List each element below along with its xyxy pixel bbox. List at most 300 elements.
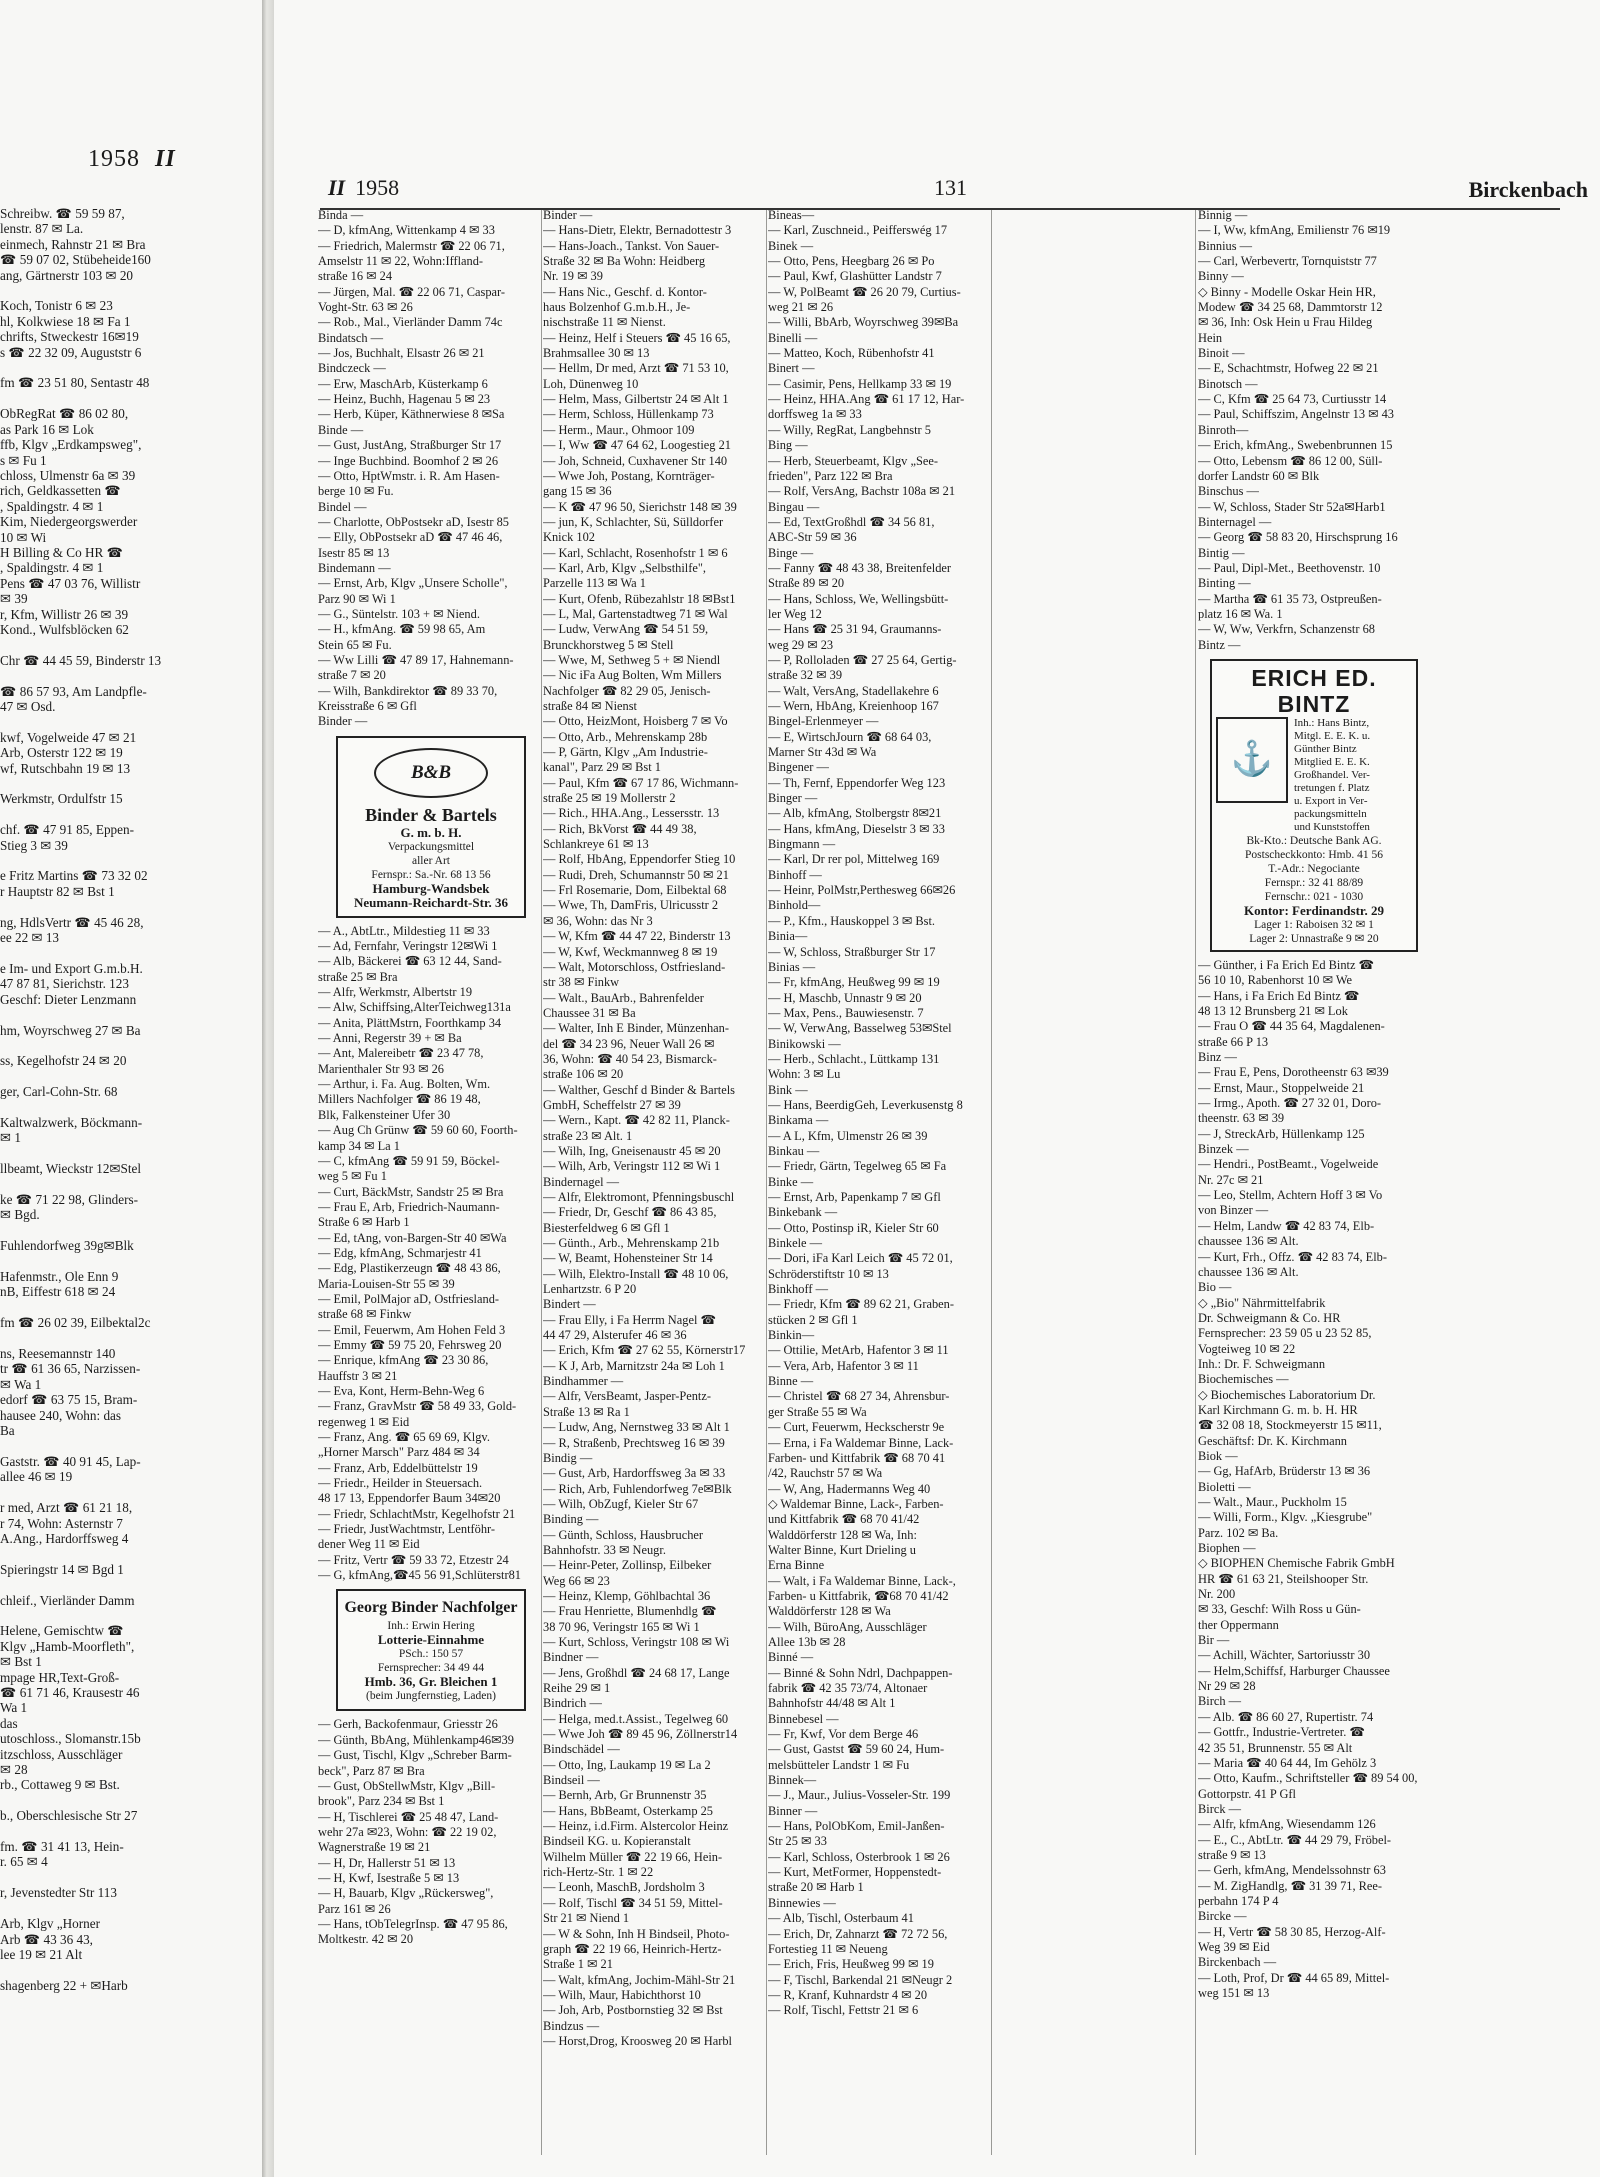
directory-entry: Binger — <box>768 791 818 806</box>
directory-entry: — Alb, kfmAng, Stolbergstr 8✉21 <box>768 806 942 821</box>
directory-entry <box>0 1254 262 1269</box>
directory-entry: — Ant, Malereibetr ☎ 23 47 78, <box>318 1046 484 1061</box>
directory-entry: fm. ☎ 31 41 13, Hein- <box>0 1839 124 1855</box>
directory-entry: — Willy, RegRat, Langbehnstr 5 <box>768 422 931 437</box>
directory-entry: ☎ 61 71 46, Krausestr 46 <box>0 1685 140 1700</box>
directory-entry: Binnek— <box>768 1773 817 1788</box>
directory-entry: Bing — <box>768 438 808 453</box>
directory-entry: ABC-Str 59 ✉ 36 <box>768 530 857 545</box>
directory-entry: — Herm., Maur., Ohmoor 109 <box>543 422 695 437</box>
directory-entry: — Herb, Steuerbeamt, Klgv „See- <box>768 453 938 468</box>
directory-entry: — Wern., Kapt. ☎ 42 82 11, Planck- <box>543 1113 730 1128</box>
directory-entry: Binder — <box>543 208 593 222</box>
directory-entry: Parz 90 ✉ Wi 1 <box>318 591 396 606</box>
directory-entry: — Dori, iFa Karl Leich ☎ 45 72 01, <box>768 1251 953 1266</box>
directory-entry: — Inge Buchbind. Boomhof 2 ✉ 26 <box>318 453 499 468</box>
directory-entry: — Walt, kfmAng, Jochim-Mähl-Str 21 <box>543 1972 736 1987</box>
directory-entry: und Kittfabrik ☎ 68 70 41/42 <box>768 1512 920 1527</box>
directory-entry: ee 22 ✉ 13 <box>0 930 60 946</box>
directory-entry: Karl Kirchmann G. m. b. H. HR <box>1198 1402 1358 1417</box>
directory-entry: — Walt., Maur., Puckholm 15 <box>1198 1495 1347 1509</box>
directory-entry: 44 47 29, Alsterufer 46 ✉ 36 <box>543 1328 687 1343</box>
directory-entry <box>0 1577 262 1592</box>
directory-entry: Biok — <box>1198 1448 1238 1463</box>
directory-entry: Walter Binne, Kurt Drieling u <box>768 1542 916 1557</box>
directory-entry: Gaststr. ☎ 40 91 45, Lap- <box>0 1453 141 1469</box>
directory-entry: Binding — <box>543 1512 599 1527</box>
directory-entry: Str 25 ✉ 33 <box>768 1834 827 1849</box>
directory-entry: — Hendri., PostBeamt., Vogelweide <box>1198 1157 1379 1172</box>
directory-entry: — Willi, Form., Klgv. „Kiesgrube" <box>1198 1510 1373 1525</box>
directory-entry: — Friedr., Heilder in Steuersach. <box>318 1476 483 1491</box>
ad-phone: Fernsprecher: 34 49 44 <box>377 1662 485 1675</box>
book-gutter <box>262 0 274 2177</box>
directory-entry: — Wilh, Bankdirektor ☎ 89 33 70, <box>318 683 498 698</box>
directory-entry: Mitglied E. E. K. <box>1294 755 1370 768</box>
directory-entry: — Otto, Kaufm., Schriftsteller ☎ 89 54 00, <box>1198 1771 1418 1786</box>
page-header <box>328 175 1588 209</box>
directory-entry: lee 19 ✉ 21 Alt <box>0 1946 83 1962</box>
directory-entry: — Elly, ObPostsekr aD ☎ 47 46 46, <box>318 530 503 545</box>
directory-entry: perbahn 174 P 4 <box>1198 1893 1279 1908</box>
directory-entry: — Karl, Schlacht, Rosenhofstr 1 ✉ 6 <box>543 545 728 560</box>
directory-entry: packungsmitteln <box>1294 807 1367 820</box>
directory-entry: Pens ☎ 47 03 76, Willistr <box>0 575 141 591</box>
directory-entry: Kim, Niedergeorgswerder <box>0 514 138 530</box>
directory-entry: Binhoff — <box>768 867 822 882</box>
directory-entry: — Kurt, Schloss, Veringstr 108 ✉ Wi <box>543 1634 730 1649</box>
directory-entry: — Helm,Schiffsf, Harburger Chaussee <box>1198 1663 1390 1678</box>
directory-entry: — Anni, Regerstr 39 + ✉ Ba <box>318 1031 462 1046</box>
directory-entry: straße 25 ✉ Bra <box>318 969 398 984</box>
directory-entry: — Paul, Kwf, Glashütter Landstr 7 <box>768 269 942 284</box>
directory-entry: — Carl, Werbevertr, Tornquiststr 77 <box>1198 254 1377 269</box>
directory-entry: — Ed, TextGroßhdl ☎ 34 56 81, <box>768 514 935 529</box>
directory-entry: — Arthur, i. Fa. Aug. Bolten, Wm. <box>318 1077 491 1092</box>
directory-entry: Binschus — <box>1198 484 1259 499</box>
directory-entry: straße 25 ✉ 19 Mollerstr 2 <box>543 791 676 806</box>
directory-entry: Bindschädel — <box>543 1742 620 1757</box>
directory-entry: — Helm, Mass, Gilbertstr 24 ✉ Alt 1 <box>543 392 729 407</box>
directory-entry: ✉ 39 <box>0 591 28 607</box>
directory-entry: — Edg, Plastikerzeugn ☎ 48 43 86, <box>318 1261 501 1276</box>
directory-entry: — H, Bauarb, Klgv „Rückersweg", <box>318 1886 494 1901</box>
directory-entry: Werkmstr, Ordulfstr 15 <box>0 791 123 807</box>
directory-entry: Binkama — <box>768 1113 829 1128</box>
directory-entry: Dr. Schweigmann & Co. HR <box>1198 1310 1341 1325</box>
directory-entry: ther Oppermann <box>1198 1617 1279 1632</box>
directory-entry: Bindert — <box>543 1297 596 1312</box>
directory-entry: — R, Straßenb, Prechtsweg 16 ✉ 39 <box>543 1435 725 1450</box>
column-divider <box>991 210 992 2155</box>
directory-entry <box>0 283 262 298</box>
directory-entry: — Frau E, Arb, Friedrich-Naumann- <box>318 1199 500 1214</box>
directory-entry: — Hans, PolObKom, Emil-Janßen- <box>768 1819 945 1834</box>
ad-georg-binder <box>336 1589 526 1711</box>
directory-entry: Nachfolger ☎ 82 29 05, Jenisch- <box>543 683 711 698</box>
directory-entry: Ba <box>0 1423 15 1439</box>
directory-entry: — W, Ww, Verkfrn, Schanzenstr 68 <box>1198 622 1375 637</box>
directory-entry <box>0 1069 262 1084</box>
ad-street: Neumann-Reichardt-Str. 36 <box>353 894 509 910</box>
directory-entry: Binroth— <box>1198 422 1249 437</box>
directory-entry: — Anita, PlättMstrn, Foorthkamp 34 <box>318 1015 502 1030</box>
directory-entry: wehr 27a ✉23, Wohn: ☎ 22 19 02, <box>318 1824 497 1839</box>
directory-entry: Binnius — <box>1198 238 1253 253</box>
directory-entry: — Hellm, Dr med, Arzt ☎ 71 53 10, <box>543 361 729 376</box>
directory-entry: straße 84 ✉ Nienst <box>543 699 638 713</box>
directory-entry: — Curt, Feuerwm, Heckscherstr 9e <box>768 1420 945 1435</box>
directory-entry: Kreisstraße 6 ✉ Gfl <box>318 699 417 713</box>
directory-entry: ✉ 36, Wohn: das Nr 3 <box>543 913 653 928</box>
directory-entry: Erna Binne <box>768 1558 825 1573</box>
column-divider <box>766 210 767 2155</box>
directory-entry: — Herm, Schloss, Hüllenkamp 73 <box>543 407 714 422</box>
directory-entry: — Hans, i Fa Erich Ed Bintz ☎ <box>1198 988 1360 1003</box>
ad-bank: Bk-Kto.: Deutsche Bank AG. <box>1246 834 1382 847</box>
directory-entry: gang 15 ✉ 36 <box>543 484 612 499</box>
directory-entry: nB, Eiffestr 618 ✉ 24 <box>0 1284 116 1300</box>
directory-entry: — Karl, Zuschneid., Peifferswég 17 <box>768 223 948 238</box>
directory-entry: — G, kfmAng,☎45 56 91,Schlüterstr81 <box>318 1568 521 1583</box>
directory-entry: — Frau Henriette, Blumenhdlg ☎ <box>543 1604 717 1619</box>
directory-entry: — Charlotte, ObPostsekr aD, Isestr 85 <box>318 514 509 529</box>
directory-entry: — W & Sohn, Inh H Bindseil, Photo- <box>543 1926 730 1941</box>
directory-entry <box>0 391 262 406</box>
directory-entry <box>0 668 262 683</box>
directory-entry: — Wwe, M, Sethweg 5 + ✉ Niendl <box>543 652 721 667</box>
directory-entry: — Heinr, PolMstr,Perthesweg 66✉26 <box>768 883 956 898</box>
directory-entry: Bingener — <box>768 760 829 775</box>
directory-entry: Millers Nachfolger ☎ 86 19 48, <box>318 1092 481 1107</box>
directory-entry: — Wwe, Th, DamFris, Ulricusstr 2 <box>543 898 719 913</box>
directory-entry: — Hans ☎ 25 31 94, Graumanns- <box>768 622 942 637</box>
ad-line: PSch.: 150 57 <box>398 1648 464 1661</box>
directory-entry: Binting — <box>1198 576 1251 591</box>
directory-entry: straße 16 ✉ 24 <box>318 269 393 284</box>
ad-city: Hmb. 36, Gr. Bleichen 1 <box>364 1674 498 1690</box>
directory-entry: Schreibw. ☎ 59 59 87, <box>0 206 125 221</box>
directory-entry: — Paul, Dipl-Met., Beethovenstr. 10 <box>1198 560 1381 575</box>
directory-entry: Wilhelm Müller ☎ 22 19 66, Hein- <box>543 1849 723 1864</box>
directory-entry: — Rich., HHA.Ang., Lessersstr. 13 <box>543 806 720 821</box>
directory-entry: e Fritz Martins ☎ 73 32 02 <box>0 868 148 884</box>
directory-entry: — Kurt, MetFormer, Hoppenstedt- <box>768 1865 942 1880</box>
directory-entry: ◇ Waldemar Binne, Lack-, Farben- <box>768 1496 944 1511</box>
directory-entry: melsbütteler Landstr 1 ✉ Fu <box>768 1757 910 1772</box>
directory-entry: — Walter, Inh E Binder, Münzenhan- <box>543 1021 729 1036</box>
column-3 <box>768 208 982 2168</box>
directory-entry: — H, Maschb, Unnastr 9 ✉ 20 <box>768 990 922 1005</box>
directory-entry: Inh.: Dr. F. Schweigmann <box>1198 1356 1326 1371</box>
directory-entry: — Gust, Arb, Hardorffsweg 3a ✉ 33 <box>543 1466 726 1481</box>
directory-entry: Chaussee 31 ✉ Ba <box>543 1005 636 1020</box>
directory-entry: hm, Woyrschweg 27 ✉ Ba <box>0 1022 141 1038</box>
directory-entry: dorfer Landstr 60 ✉ Blk <box>1198 468 1320 483</box>
directory-entry: ☎ 59 07 02, Stübeheide160 <box>0 252 151 268</box>
directory-entry: Hafenmstr., Ole Enn 9 <box>0 1269 119 1285</box>
directory-entry: Günther Bintz <box>1294 742 1357 755</box>
directory-entry: chaussee 136 ✉ Alt. <box>1198 1264 1299 1279</box>
directory-entry: — Ed, tAng, von-Bargen-Str 40 ✉Wa <box>318 1230 507 1245</box>
directory-entry: — Wilh, Arb, Veringstr 112 ✉ Wi 1 <box>543 1159 721 1174</box>
directory-entry: Fuhlendorfweg 39g✉Blk <box>0 1238 134 1254</box>
directory-entry: Binnebesel — <box>768 1711 839 1726</box>
directory-entry: 47 ✉ Osd. <box>0 699 56 714</box>
left-page <box>0 0 263 2177</box>
directory-entry: — Rolf, VersAng, Bachstr 108a ✉ 21 <box>768 484 956 499</box>
directory-entry: straße 23 ✉ Alt. 1 <box>543 1128 633 1143</box>
directory-entry <box>0 1962 262 1977</box>
directory-entry: Kond., Wulfsblöcken 62 <box>0 621 129 637</box>
directory-entry: Bindseil — <box>543 1773 600 1788</box>
directory-entry: Weg 66 ✉ 23 <box>543 1573 610 1588</box>
directory-entry <box>0 1100 262 1115</box>
directory-entry: u. Export in Ver- <box>1294 794 1368 807</box>
directory-entry: kanal", Parz 29 ✉ Bst 1 <box>543 760 661 775</box>
directory-entry: Str 21 ✉ Niend 1 <box>543 1911 630 1926</box>
directory-entry: Binkebank — <box>768 1205 838 1220</box>
directory-entry: — P, Rolloladen ☎ 27 25 64, Gertig- <box>768 652 957 667</box>
directory-entry: Straße 1 ✉ 21 <box>543 1957 613 1972</box>
directory-entry: r 74, Wohn: Asternstr 7 <box>0 1515 123 1531</box>
directory-entry: Bingmann — <box>768 837 836 852</box>
directory-entry: — J., Maur., Julius-Vosseler-Str. 199 <box>768 1788 951 1803</box>
ad-body <box>1216 717 1412 834</box>
directory-entry: — Leo, Stellm, Achtern Hoff 3 ✉ Vo <box>1198 1188 1383 1203</box>
directory-entry: Kaltwalzwerk, Böckmann- <box>0 1114 143 1130</box>
directory-entry: platz 16 ✉ Wa. 1 <box>1198 606 1283 621</box>
directory-entry: 47 87 81, Sierichstr. 123 <box>0 976 129 992</box>
directory-entry: ng, HdlsVertr ☎ 45 46 28, <box>0 914 144 930</box>
directory-entry: — Otto, Arb., Mehrenskamp 28b <box>543 729 708 744</box>
directory-entry: — Karl, Arb, Klgv „Selbsthilfe", <box>543 560 707 575</box>
directory-entry: — Friedr, Kfm ☎ 89 62 21, Graben- <box>768 1297 954 1312</box>
directory-entry: — Friedr, Gärtn, Tegelweg 65 ✉ Fa <box>768 1159 947 1174</box>
directory-entry: r Hauptstr 82 ✉ Bst 1 <box>0 883 115 899</box>
ad-erich-bintz <box>1210 659 1418 952</box>
directory-entry: — K ☎ 47 96 50, Sierichstr 148 ✉ 39 <box>543 499 737 514</box>
directory-entry: Farben- und Kittfabrik ☎ 68 70 41 <box>768 1450 946 1465</box>
column-2 <box>543 208 757 2168</box>
directory-entry: Marner Str 43d ✉ Wa <box>768 745 877 760</box>
directory-entry: frieden", Parz 122 ✉ Bra <box>768 468 893 483</box>
directory-entry: — Günth, BbAng, Mühlenkamp46✉39 <box>318 1732 514 1747</box>
directory-entry: — Rolf, Tischl, Fettstr 21 ✉ 6 <box>768 2003 919 2018</box>
left-page-year: 1958 <box>88 146 140 172</box>
directory-entry: utoschloss., Slomanstr.15b <box>0 1731 141 1747</box>
directory-entry: Geschf: Dieter Lenzmann <box>0 991 137 1007</box>
directory-entry: Schröderstiftstr 10 ✉ 13 <box>768 1266 889 1281</box>
directory-entry: — Helga, med.t.Assist., Tegelweg 60 <box>543 1711 729 1726</box>
directory-entry: nischstraße 11 ✉ Nienst. <box>543 315 666 330</box>
directory-entry: Maria-Louisen-Str 55 ✉ 39 <box>318 1276 455 1291</box>
column-1-entries-mid <box>318 924 532 1584</box>
directory-entry: — Erw, MaschArb, Küsterkamp 6 <box>318 376 488 391</box>
directory-entry: ☎ 86 57 93, Am Landpfle- <box>0 683 147 699</box>
directory-entry: — Paul, Kfm ☎ 67 17 86, Wichmann- <box>543 775 739 790</box>
directory-entry: — W, Beamt, Hohensteiner Str 14 <box>543 1251 713 1266</box>
directory-entry: Binkau — <box>768 1143 820 1158</box>
directory-entry: Binge — <box>768 545 814 560</box>
directory-entry <box>0 946 262 961</box>
column-divider <box>1195 210 1196 2155</box>
directory-entry: — Hans-Dietr, Elektr, Bernadottestr 3 <box>543 223 732 238</box>
directory-entry: — Hans, BbBeamt, Osterkamp 25 <box>543 1803 714 1818</box>
directory-entry: Nr. 27c ✉ 21 <box>1198 1172 1264 1187</box>
directory-entry <box>0 1824 262 1839</box>
directory-entry: — Ernst, Arb, Papenkamp 7 ✉ Gfl <box>768 1190 941 1204</box>
directory-entry: Bindatsch — <box>318 330 384 345</box>
directory-entry: Binkele — <box>768 1236 823 1251</box>
page-number: 131 <box>934 175 967 200</box>
directory-entry: — Wilh, BüroAng, Ausschläger <box>768 1619 927 1634</box>
directory-entry: 48 13 12 Brunsberg 21 ✉ Lok <box>1198 1004 1348 1018</box>
directory-entry: weg 29 ✉ 23 <box>768 637 834 652</box>
ad-line: Verpackungsmittel <box>387 840 475 853</box>
directory-entry: Lenhartzstr. 6 P 20 <box>543 1282 637 1297</box>
directory-entry: — Aug Ch Grünw ☎ 59 60 60, Foorth- <box>318 1123 518 1138</box>
directory-entry: Binder — <box>318 714 368 729</box>
directory-entry: — Wilh, Maur, Habichthorst 10 <box>543 1987 701 2002</box>
directory-entry: — Frau O ☎ 44 35 64, Magdalenen- <box>1198 1019 1385 1034</box>
directory-entry: Bindel — <box>318 499 367 514</box>
directory-entry <box>0 776 262 791</box>
directory-entry: Bio — <box>1198 1280 1232 1295</box>
directory-entry: Bahnhofstr. 33 ✉ Neugr. <box>543 1542 666 1557</box>
directory-entry <box>0 1901 262 1916</box>
directory-entry: Fernsprecher: 23 59 05 u 23 52 85, <box>1198 1326 1372 1341</box>
directory-entry: Binikowski — <box>768 1036 841 1051</box>
directory-entry: Straße 32 ✉ Ba Wohn: Heidberg <box>543 254 706 269</box>
directory-entry: — Erna, i Fa Waldemar Binne, Lack- <box>768 1435 954 1450</box>
directory-entry: — Heinr-Peter, Zollinsp, Eilbeker <box>543 1558 712 1573</box>
directory-entry: Voght-Str. 63 ✉ 26 <box>318 300 413 315</box>
directory-entry: weg 21 ✉ 26 <box>768 300 834 315</box>
directory-entry: von Binzer — <box>1198 1203 1269 1218</box>
directory-entry: straße 7 ✉ 20 <box>318 668 386 683</box>
directory-entry: Brunckhorstweg 5 ✉ Stell <box>543 637 674 652</box>
directory-entry: Binia— <box>768 929 808 944</box>
directory-entry: Nr. 200 <box>1198 1587 1236 1602</box>
directory-entry: — Erich, kfmAng., Swebenbrunnen 15 <box>1198 438 1393 453</box>
column-1-entries-top <box>318 208 532 730</box>
directory-entry: beck", Parz 87 ✉ Bra <box>318 1763 425 1778</box>
directory-entry: — Horst,Drog, Kroosweg 20 ✉ Harbl <box>543 2033 732 2048</box>
directory-entry: — Casimir, Pens, Hellkamp 33 ✉ 19 <box>768 376 952 391</box>
directory-entry: s ☎ 22 32 09, Auguststr 6 <box>0 344 142 360</box>
directory-entry: Binternagel — <box>1198 514 1272 529</box>
directory-entry: 42 35 51, Brunnenstr. 55 ✉ Alt <box>1198 1740 1353 1755</box>
directory-entry: Knick 102 <box>543 530 595 545</box>
directory-entry: s ✉ Fu 1 <box>0 452 47 468</box>
directory-entry: , Spaldingstr. 4 ✉ 1 <box>0 498 104 514</box>
directory-entry: — Ottilie, MetArb, Hafentor 3 ✉ 11 <box>768 1343 949 1358</box>
directory-entry: Helene, Gemischtw ☎ <box>0 1623 124 1639</box>
directory-entry: — Fritz, Vertr ☎ 59 33 72, Etzestr 24 <box>318 1552 509 1567</box>
directory-entry <box>0 899 262 914</box>
directory-entry: berge 10 ✉ Fu. <box>318 484 394 499</box>
directory-entry: — Binné & Sohn Ndrl, Dachpappen- <box>768 1665 953 1680</box>
directory-entry: — Fanny ☎ 48 43 38, Breitenfelder <box>768 560 952 575</box>
directory-entry: — Friedr, Dr, Geschf ☎ 86 43 85, <box>543 1205 717 1220</box>
directory-entry: — W, PolBeamt ☎ 26 20 79, Curtius- <box>768 284 961 299</box>
directory-entry: — Edg, kfmAng, Schmarjestr 41 <box>318 1245 482 1260</box>
directory-entry: ✉ Wa 1 <box>0 1376 42 1392</box>
directory-entry: Binke — <box>768 1174 814 1189</box>
directory-entry: 38 70 96, Veringstr 165 ✉ Wi 1 <box>543 1619 700 1634</box>
directory-entry: Farben- u Kittfabrik, ☎68 70 41/42 <box>768 1588 949 1603</box>
directory-entry: — Rich, Arb, Fuhlendorfweg 7e✉Blk <box>543 1481 732 1496</box>
directory-entry: ◇ „Bio" Nährmittelfabrik <box>1198 1295 1326 1310</box>
directory-entry: 48 17 13, Eppendorfer Baum 34✉20 <box>318 1491 501 1506</box>
directory-entry: — Fr, kfmAng, Heußweg 99 ✉ 19 <box>768 975 940 990</box>
directory-entry: Binne — <box>768 1374 814 1389</box>
directory-entry: Arb, Klgv „Horner <box>0 1916 100 1932</box>
directory-entry: chrifts, Stweckestr 16✉19 <box>0 329 139 345</box>
directory-entry: — I, Ww, kfmAng, Emilienstr 76 ✉19 <box>1198 223 1391 238</box>
directory-entry: — Jürgen, Mal. ☎ 22 06 71, Caspar- <box>318 284 506 299</box>
directory-entry: r, Jevenstedter Str 113 <box>0 1885 117 1901</box>
directory-entry: hausee 240, Wohn: das <box>0 1407 122 1423</box>
directory-entry: „Horner Marsch" Parz 484 ✉ 34 <box>318 1445 480 1460</box>
directory-entry: A.Ang., Hardorffsweg 4 <box>0 1530 129 1546</box>
directory-entry: allee 46 ✉ 19 <box>0 1469 73 1485</box>
directory-entry: — W, VerwAng, Basselweg 53✉Stel <box>768 1021 952 1036</box>
directory-entry: straße 106 ✉ 20 <box>543 1067 624 1082</box>
directory-entry: ✉ 33, Geschf: Wilh Ross u Gün- <box>1198 1602 1361 1617</box>
directory-entry: H Billing & Co HR ☎ <box>0 544 124 560</box>
directory-entry: — Emil, PolMajor aD, Ostfriesland- <box>318 1291 500 1306</box>
directory-entry: — Karl, Schloss, Osterbrook 1 ✉ 26 <box>768 1849 950 1864</box>
directory-entry: Nr 29 ✉ 28 <box>1198 1679 1256 1694</box>
directory-entry: Straße 89 ✉ 20 <box>768 576 845 591</box>
directory-entry: — H, Dr, Hallerstr 51 ✉ 13 <box>318 1855 456 1870</box>
directory-entry: — Rudi, Dreh, Schumannstr 50 ✉ 21 <box>543 867 729 882</box>
directory-entry: — Joh, Arb, Postbornstieg 32 ✉ Bst <box>543 2003 723 2018</box>
directory-entry: — Georg ☎ 58 83 20, Hirschsprung 16 <box>1198 530 1398 545</box>
directory-entry: dener Weg 11 ✉ Eid <box>318 1537 420 1552</box>
directory-entry: — Franz, Arb, Eddelbüttelstr 19 <box>318 1460 478 1475</box>
directory-entry: — F, Tischl, Barkendal 21 ✉Neugr 2 <box>768 1972 953 1987</box>
directory-entry: tr ☎ 61 36 65, Narzissen- <box>0 1361 141 1377</box>
directory-entry: — Otto, Postinsp iR, Kieler Str 60 <box>768 1220 939 1235</box>
left-page-entries <box>0 206 262 1993</box>
directory-entry: ss, Kegelhofstr 24 ✉ 20 <box>0 1053 127 1069</box>
directory-entry: — Walther, Geschf d Binder & Bartels <box>543 1082 736 1097</box>
directory-entry: — Curt, BäckMstr, Sandstr 25 ✉ Bra <box>318 1184 504 1199</box>
directory-entry: — Max, Pens., Bauwiesenstr. 7 <box>768 1005 924 1020</box>
directory-entry: ✉ 28 <box>0 1762 28 1778</box>
directory-entry: b., Oberschlesische Str 27 <box>0 1808 138 1824</box>
ad-line: Lotterie-Einnahme <box>377 1632 485 1648</box>
ad-company-name: Georg Binder Nachfolger <box>344 1599 518 1617</box>
directory-entry: Reihe 29 ✉ 1 <box>543 1681 611 1695</box>
directory-entry: Binner — <box>768 1803 818 1818</box>
directory-entry: Binias — <box>768 959 816 974</box>
directory-entry: Straße 6 ✉ Harb 1 <box>318 1215 410 1230</box>
directory-entry: — Erich, Fris, Heußweg 99 ✉ 19 <box>768 1957 934 1972</box>
directory-entry: — Walt, i Fa Waldemar Binne, Lack-, <box>768 1573 956 1588</box>
directory-entry: — Emil, Feuerwm, Am Hohen Feld 3 <box>318 1322 506 1337</box>
directory-entry: — Walt, VersAng, Stadellakehre 6 <box>768 683 939 698</box>
directory-entry: das <box>0 1715 18 1731</box>
directory-entry: — Hans, tObTelegrInsp. ☎ 47 95 86, <box>318 1916 508 1931</box>
directory-entry: — H, Vertr ☎ 58 30 85, Herzog-Alf- <box>1198 1924 1386 1939</box>
directory-entry <box>0 1177 262 1192</box>
directory-entry: — Walt., BauArb., Bahrenfelder <box>543 990 704 1005</box>
ad-owner: Inh.: Erwin Hering <box>387 1620 475 1633</box>
